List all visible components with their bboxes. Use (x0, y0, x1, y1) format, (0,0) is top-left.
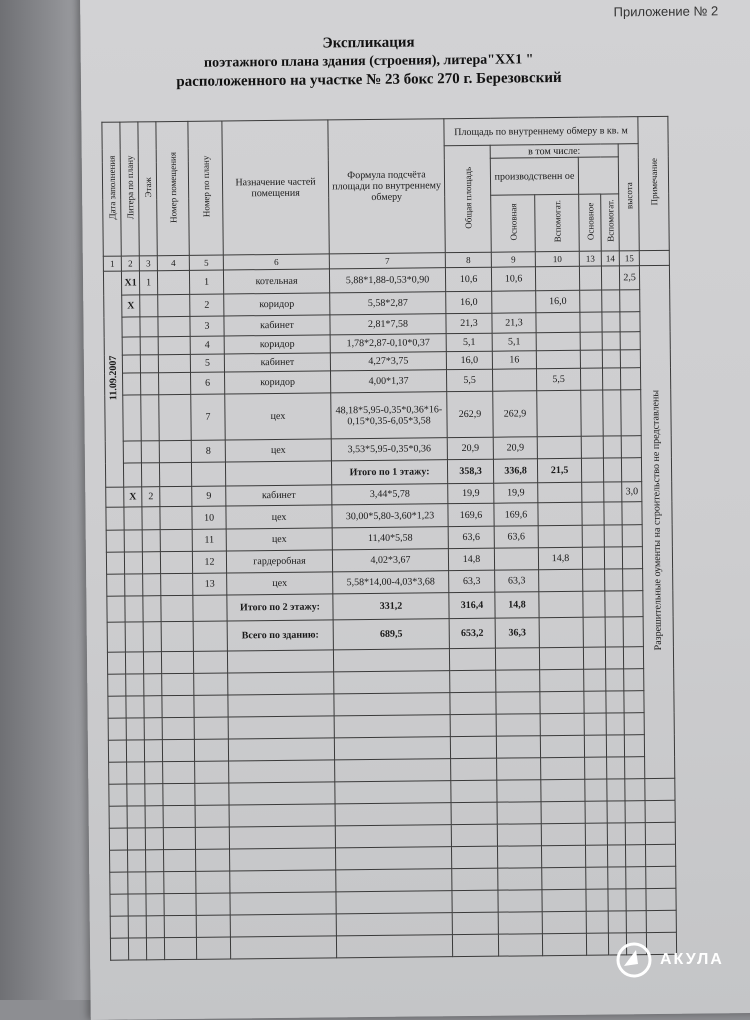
empty-row (110, 932, 676, 960)
table-row: 8 цех 3,53*5,95-0,35*0,36 20,9 20,9 (105, 435, 671, 463)
table-row: 13 цех 5,58*14,00-4,03*3,68 63,3 63,3 (107, 568, 673, 596)
subtotal-row-floor-1: Итого по 1 этажу: 358,3 336,8 21,5 (105, 457, 671, 487)
header-area-group: Площадь по внутреннему обмеру в кв. м (444, 117, 638, 146)
table-row: 5 кабинет 4,27*3,75 16,0 16 (104, 349, 670, 373)
header-date: Дата заполнения (102, 122, 121, 256)
table-row: 4 коридор 1,78*2,87-0,10*0,37 5,1 5,1 (104, 331, 670, 355)
subtotal-row-floor-2: Итого по 2 этажу: 331,2 316,4 14,8 (107, 590, 673, 622)
header-aux: Вспомогат. (535, 194, 580, 251)
explication-table (101, 116, 677, 961)
table-row: 12 гардеробная 4,02*3,67 14,8 14,8 (106, 546, 672, 574)
appendix-label: Приложение № 2 (613, 3, 719, 20)
shark-logo-icon (616, 942, 652, 978)
header-height: высота (618, 144, 639, 251)
title-line-3: расположенного на участке № 23 бокс 270 г. Березовский (176, 69, 562, 90)
header-total-area: Общая площадь (444, 145, 491, 252)
table-row: 10 цех 30,00*5,80-3,60*1,23 169,6 169,6 (106, 501, 672, 530)
table-row: 6 коридор 4,00*1,37 5,5 5,5 (105, 367, 671, 395)
header-note: Примечание (638, 116, 669, 250)
header-room-no: Номер помещения (156, 121, 189, 255)
watermark (616, 942, 724, 978)
document-title (99, 32, 640, 92)
header-plan-no: Номер по плану (188, 121, 223, 255)
column-number-row: 1 2 3 4 5 6 7 8 9 10 13 14 15 (103, 250, 669, 271)
note-cell: Разрешительные оументы на строительство не представлены (639, 265, 674, 778)
header-floor: Этаж (138, 122, 157, 256)
table-row: Х 2 9 кабинет 3,44*5,78 19,9 19,9 3,0 (106, 481, 672, 507)
document-sheet (80, 0, 750, 1020)
header-incl: в том числе: (490, 144, 618, 158)
header-main: Основная (491, 195, 536, 252)
table-row: 11 цех 11,40*5,58 63,6 63,6 (106, 524, 672, 552)
table-row: 7 цех 48,18*5,95-0,35*0,36*16-0,15*0,35-6,05*3,58 262,9 262,9 (105, 389, 672, 441)
title-line-1: Экспликация (322, 34, 415, 52)
header-production: производственн ое (490, 157, 578, 195)
date-cell: 11.09.2007 (103, 271, 123, 487)
table-row: 11.09.2007 Х1 1 1 котельная 5,88*1,88-0,53*0,90 10,6 10,6 2,5 Разрешительные оументы на строительство не представлены (103, 265, 669, 295)
table-row: Х 2 коридор 5,58*2,87 16,0 16,0 (104, 289, 670, 317)
header-aux2: Вспомогат. (601, 194, 620, 251)
header-main2: Основное (579, 194, 602, 251)
table-row: 3 кабинет 2,81*7,58 21,3 21,3 (104, 311, 670, 337)
header-formula: Формула подсчёта площади по внутреннему обмеру (328, 119, 445, 254)
header-purpose: Назначение частей помещения (222, 120, 329, 255)
title-line-2: поэтажного плана здания (строения), литера"ХХ1 " (203, 52, 534, 71)
watermark-text: АКУЛА (660, 951, 724, 968)
header-litera: Литера по плану (120, 122, 139, 256)
grand-total-row: Всего по зданию: 689,5 653,2 36,3 (107, 616, 673, 652)
